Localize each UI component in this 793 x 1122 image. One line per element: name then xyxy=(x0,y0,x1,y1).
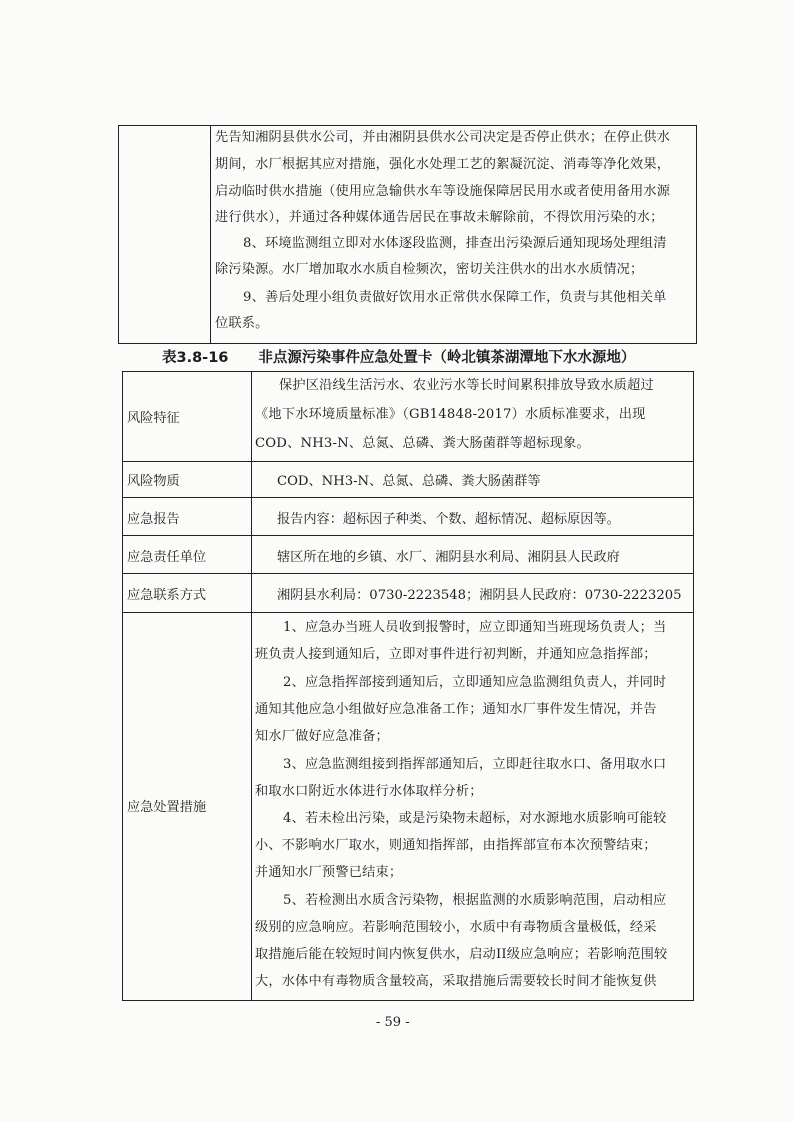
continuation-line: 除污染源。水厂增加取水水质自检频次，密切关注供水的出水水质情况； xyxy=(215,262,644,277)
continuation-line: 9、善后处理小组负责做好饮用水正常供水保障工作，负责与其他相关单 xyxy=(243,290,667,305)
measures-line: 班负责人接到通知后，立即对事件进行初判断，并通知应急指挥部； xyxy=(255,647,657,662)
contact-label: 应急联系方式 xyxy=(127,588,207,603)
table-caption-number: 表3.8-16 xyxy=(162,350,229,366)
row-divider xyxy=(123,612,693,613)
measures-line: 级别的应急响应。若影响范围较小，水质中有毒物质含量极低，经采 xyxy=(255,920,657,935)
table-caption xyxy=(162,346,635,367)
measures-line: 大，水体中有毒物质含量较高，采取措施后需要较长时间才能恢复供 xyxy=(255,974,657,989)
responsible-units-value: 辖区所在地的乡镇、水厂、湘阴县水利局、湘阴县人民政府 xyxy=(277,550,620,565)
continuation-line: 先告知湘阴县供水公司，并由湘阴县供水公司决定是否停止供水；在停止供水 xyxy=(215,130,671,145)
measures-line: 通知其他应急小组做好应急准备工作；通知水厂事件发生情况，并告 xyxy=(255,702,657,717)
risk-feature-line: 《地下水环境质量标准》（GB14848-2017）水质标准要求，出现 xyxy=(255,407,646,422)
emergency-report-label: 应急报告 xyxy=(127,512,180,527)
measures-line: 3、应急监测组接到指挥部通知后，立即赶往取水口、备用取水口 xyxy=(283,757,667,772)
emergency-card-table xyxy=(122,371,694,1001)
measures-line: 并通知水厂预警已结束； xyxy=(255,865,403,880)
continuation-line: 启动临时供水措施（使用应急输供水车等设施保障居民用水或者使用备用水源 xyxy=(215,184,671,199)
measures-line: 小、不影响水厂取水，则通知指挥部，由指挥部宣布本次预警结束； xyxy=(255,838,657,853)
measures-line: 知水厂做好应急准备； xyxy=(255,729,389,744)
table-caption-title: 非点源污染事件应急处置卡（岭北镇茶湖潭地下水水源地） xyxy=(258,350,636,366)
risk-feature-line: COD、NH3-N、总氮、总磷、粪大肠菌群等超标现象。 xyxy=(255,436,590,451)
risk-substance-value: COD、NH3-N、总氮、总磷、粪大肠菌群等 xyxy=(277,474,541,489)
row-divider xyxy=(123,573,693,574)
measures-label: 应急处置措施 xyxy=(127,800,207,815)
measures-line: 取措施后能在较短时间内恢复供水，启动II级应急响应；若影响范围较 xyxy=(255,947,668,962)
risk-substance-label: 风险物质 xyxy=(127,474,180,489)
measures-line: 2、应急指挥部接到通知后，立即通知应急监测组负责人，并同时 xyxy=(283,675,667,690)
row-divider xyxy=(123,497,693,498)
continuation-table-label-cell xyxy=(119,126,211,343)
continuation-line: 位联系。 xyxy=(215,316,269,331)
contact-value: 湘阴县水利局：0730-2223548；湘阴县人民政府：0730-2223205 xyxy=(277,588,682,603)
risk-feature-label: 风险特征 xyxy=(127,411,180,426)
measures-line: 4、若未检出污染，或是污染物未超标，对水源地水质影响可能较 xyxy=(283,811,667,826)
emergency-report-value: 报告内容：超标因子种类、个数、超标情况、超标原因等。 xyxy=(277,512,620,527)
responsible-units-label: 应急责任单位 xyxy=(127,550,207,565)
column-divider xyxy=(251,372,252,1000)
risk-feature-line: 保护区沿线生活污水、农业污水等长时间累积排放导致水质超过 xyxy=(279,378,654,393)
measures-line: 和取水口附近水体进行水体取样分析； xyxy=(255,784,483,799)
continuation-line: 进行供水），并通过各种媒体通告居民在事故未解除前，不得饮用污染的水； xyxy=(215,210,664,225)
page-number: - 59 - xyxy=(376,1015,410,1030)
continuation-line: 8、环境监测组立即对水体逐段监测，排查出污染源后通知现场处理组清 xyxy=(243,236,667,251)
row-divider xyxy=(123,461,693,462)
continuation-table xyxy=(118,125,697,344)
measures-line: 5、若检测出水质含污染物，根据监测的水质影响范围，启动相应 xyxy=(283,893,667,908)
measures-line: 1、应急办当班人员收到报警时，应立即通知当班现场负责人；当 xyxy=(283,620,667,635)
row-divider xyxy=(123,535,693,536)
continuation-line: 期间，水厂根据其应对措施，强化水处理工艺的絮凝沉淀、消毒等净化效果， xyxy=(215,157,671,172)
